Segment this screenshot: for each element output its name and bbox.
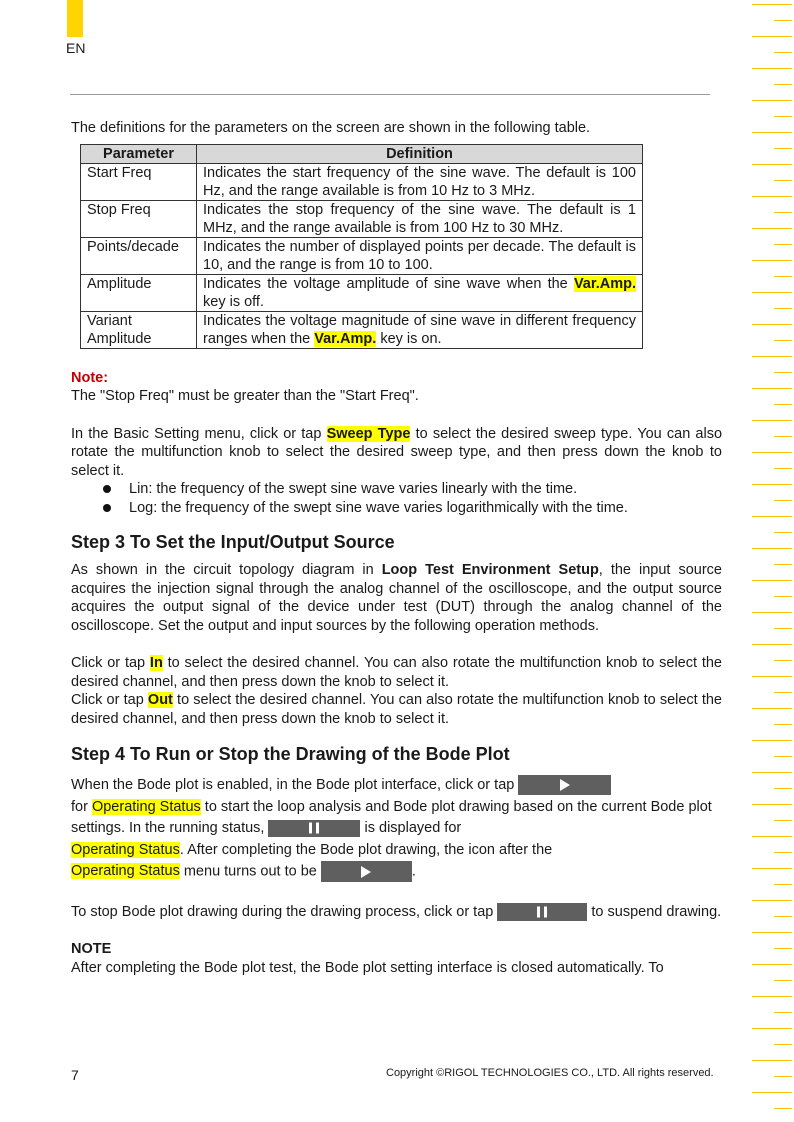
run-button-image <box>518 775 611 795</box>
decoration-line <box>752 1028 792 1029</box>
decoration-line <box>774 1108 792 1109</box>
out-paragraph: Click or tap Out to select the desired channel. You can also rotate the multifunction knob to select the desired channel, and then press down the knob to select it. <box>71 692 722 727</box>
decoration-line <box>774 980 792 981</box>
decoration-line <box>774 820 792 821</box>
decoration-line <box>774 628 792 629</box>
decoration-line <box>752 164 792 165</box>
table-row <box>81 200 643 237</box>
decoration-line <box>774 884 792 885</box>
decoration-line <box>752 196 792 197</box>
decoration-line <box>752 420 792 421</box>
decoration-line <box>752 580 792 581</box>
note2-heading: NOTE <box>71 941 112 958</box>
step4-paragraph: When the Bode plot is enabled, in the Bode plot interface, click or tap for Operating Status to start the loop analysis and Bode plot drawing based on the current Bode plot settings. In the running status, is displayed for Operating Status. After completing the Bode plot drawing, the icon after the Operating Status menu turns out to be . <box>71 775 722 883</box>
decoration-line <box>752 644 792 645</box>
pause-icon <box>537 907 547 918</box>
out-key: Out <box>147 692 173 708</box>
decoration-line <box>752 68 792 69</box>
run-button-image <box>321 861 412 882</box>
decoration-line <box>752 100 792 101</box>
table-cell-param: Variant Amplitude <box>81 311 197 348</box>
decoration-line <box>774 724 792 725</box>
sweep-type-key: Sweep Type <box>326 425 411 442</box>
table-cell-def <box>197 274 643 311</box>
decoration-line <box>774 372 792 373</box>
step4-heading: Step 4 To Run or Stop the Drawing of the Bode Plot <box>71 744 510 764</box>
decoration-line <box>752 1092 792 1093</box>
pause-icon <box>309 823 319 834</box>
table-cell-def: Indicates the start frequency of the sine wave. The default is 100 Hz, and the range available is from 10 Hz to 3 MHz. <box>197 163 643 200</box>
note2-text: After completing the Bode plot test, the Bode plot setting interface is closed automatically. To <box>71 959 664 976</box>
table-cell-param: Points/decade <box>81 237 197 274</box>
decoration-line <box>774 116 792 117</box>
play-icon <box>361 866 371 878</box>
def-text: Indicates the voltage magnitude of sine wave in different frequency ranges when the <box>203 312 636 347</box>
page-content <box>71 119 722 977</box>
table-row <box>81 274 643 311</box>
stop-paragraph: To stop Bode plot drawing during the drawing process, click or tap to suspend drawing. <box>71 903 722 920</box>
pause-button-image <box>497 903 587 921</box>
decoration-line <box>774 52 792 53</box>
table-cell-param: Amplitude <box>81 274 197 311</box>
decoration-line <box>774 692 792 693</box>
table-cell-def: Indicates the stop frequency of the sine wave. The default is 1 MHz, and the range available is from 100 Hz to 30 MHz. <box>197 200 643 237</box>
decoration-line <box>752 36 792 37</box>
in-key: In <box>149 655 163 671</box>
table-row <box>81 311 643 348</box>
decoration-line <box>752 900 792 901</box>
decoration-line <box>752 484 792 485</box>
decoration-line <box>774 916 792 917</box>
decoration-line <box>774 596 792 597</box>
decoration-line <box>752 132 792 133</box>
decoration-line <box>752 772 792 773</box>
var-amp-key: Var.Amp. <box>573 275 636 292</box>
def-text: key is on. <box>376 330 442 347</box>
decoration-line <box>752 1060 792 1061</box>
decoration-line <box>774 948 792 949</box>
table-row <box>81 163 643 200</box>
decoration-line <box>752 4 792 5</box>
decoration-line <box>774 340 792 341</box>
decoration-line <box>752 836 792 837</box>
decoration-line <box>774 20 792 21</box>
decoration-line <box>774 148 792 149</box>
decoration-line <box>752 612 792 613</box>
decoration-line <box>752 676 792 677</box>
decoration-line <box>774 468 792 469</box>
decoration-line <box>774 244 792 245</box>
decoration-line <box>774 276 792 277</box>
parameter-table <box>80 144 643 349</box>
in-paragraph: Click or tap In to select the desired channel. You can also rotate the multifunction knob to select the desired channel, and then press down the knob to select it. <box>71 655 722 690</box>
step3-paragraph: As shown in the circuit topology diagram in Loop Test Environment Setup, the input source acquires the injection signal through the analog channel of the oscilloscope, and the output source acquires the output signal of the device under test (DUT) through the analog channel of the oscilloscope. Set the output and input sources by the following operation methods. <box>71 562 722 634</box>
decoration-line <box>774 756 792 757</box>
decoration-line <box>774 1076 792 1077</box>
intro-text: The definitions for the parameters on the screen are shown in the following table. <box>71 120 591 136</box>
table-cell-param: Stop Freq <box>81 200 197 237</box>
decoration-line <box>752 932 792 933</box>
pause-button-image <box>268 820 360 837</box>
play-icon <box>560 779 570 791</box>
table-cell-def <box>197 311 643 348</box>
decoration-line <box>774 532 792 533</box>
decoration-line <box>774 212 792 213</box>
def-text: Indicates the voltage amplitude of sine wave when the <box>203 275 574 292</box>
decoration-line <box>774 1012 792 1013</box>
decoration-line <box>752 708 792 709</box>
decoration-line <box>774 852 792 853</box>
decoration-line <box>774 660 792 661</box>
decoration-line <box>752 324 792 325</box>
table-row <box>81 237 643 274</box>
sweep-paragraph: In the Basic Setting menu, click or tap Sweep Type to select the desired sweep type. You can also rotate the multifunction knob to select the desired sweep type, and then press down the knob to select it. <box>71 425 723 479</box>
decoration-line <box>752 356 792 357</box>
list-item: Lin: the frequency of the swept sine wave varies linearly with the time. <box>101 480 722 499</box>
decoration-line <box>752 260 792 261</box>
decoration-line <box>774 308 792 309</box>
decoration-line <box>774 1044 792 1045</box>
sweep-type-list <box>71 480 722 517</box>
header-rule <box>70 94 710 95</box>
decoration-line <box>752 292 792 293</box>
decoration-line <box>774 180 792 181</box>
decoration-line <box>752 228 792 229</box>
decoration-line <box>752 740 792 741</box>
note-text: The "Stop Freq" must be greater than the "Start Freq". <box>71 388 419 404</box>
table-header-definition: Definition <box>197 144 643 163</box>
decoration-line <box>774 436 792 437</box>
decoration-line <box>752 996 792 997</box>
table-cell-param: Start Freq <box>81 163 197 200</box>
margin-decoration <box>752 0 794 1122</box>
operating-status-key: Operating Status <box>71 841 180 858</box>
decoration-line <box>774 500 792 501</box>
operating-status-key: Operating Status <box>91 798 201 815</box>
decoration-line <box>774 788 792 789</box>
decoration-line <box>752 452 792 453</box>
table-header-parameter: Parameter <box>81 144 197 163</box>
decoration-line <box>752 868 792 869</box>
decoration-line <box>752 804 792 805</box>
operating-status-key: Operating Status <box>71 863 180 880</box>
loop-test-setup-ref: Loop Test Environment Setup <box>381 562 599 578</box>
section-tab-marker <box>67 0 83 37</box>
table-header-row <box>81 144 643 163</box>
list-item: Log: the frequency of the swept sine wave varies logarithmically with the time. <box>101 499 722 518</box>
decoration-line <box>774 404 792 405</box>
copyright-notice: Copyright ©RIGOL TECHNOLOGIES CO., LTD. All rights reserved. <box>386 1067 714 1079</box>
decoration-line <box>774 84 792 85</box>
table-cell-def: Indicates the number of displayed points per decade. The default is 10, and the range is from 10 to 100. <box>197 237 643 274</box>
step3-heading: Step 3 To Set the Input/Output Source <box>71 532 395 552</box>
decoration-line <box>752 516 792 517</box>
page-number: 7 <box>71 1067 79 1083</box>
decoration-line <box>774 564 792 565</box>
language-label: EN <box>66 40 86 56</box>
decoration-line <box>752 548 792 549</box>
note-heading: Note: <box>71 369 109 386</box>
decoration-line <box>752 964 792 965</box>
decoration-line <box>752 388 792 389</box>
var-amp-key: Var.Amp. <box>314 330 377 347</box>
def-text: key is off. <box>203 293 264 310</box>
